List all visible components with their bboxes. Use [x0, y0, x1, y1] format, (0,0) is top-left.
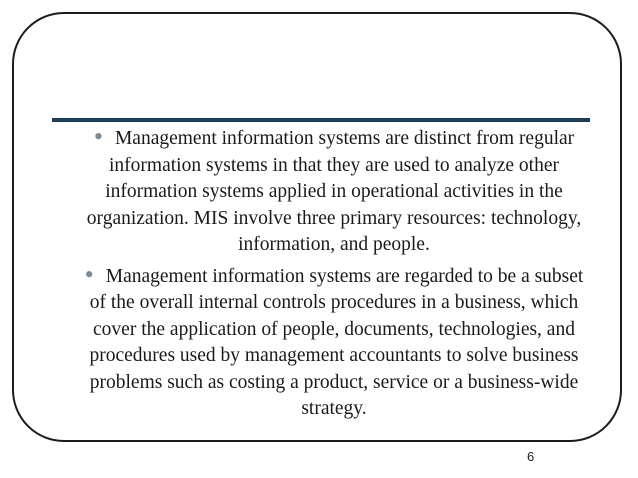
bullet-text-1: Management information systems are distinct from regular information systems in that they are used to analyze other information systems applied in operational activities in the organization. MIS involve three primary resources: technology, information, and people.: [86, 128, 582, 255]
title-divider-rule: [52, 118, 590, 122]
bullet-text-2: Management information systems are regarded to be a subset of the overall internal controls procedures in a business, which cover the application of people, documents, technologies, and procedures used by management accountants to solve business problems such as costing a product, service or a business-wide strategy.: [89, 265, 584, 419]
bullet-icon: •: [84, 259, 94, 289]
bullet-icon: •: [93, 122, 103, 151]
slide-body: [78, 124, 590, 426]
bullet-item-2: [78, 259, 590, 423]
page-number: 6: [527, 449, 535, 464]
bullet-item-1: [78, 124, 590, 259]
